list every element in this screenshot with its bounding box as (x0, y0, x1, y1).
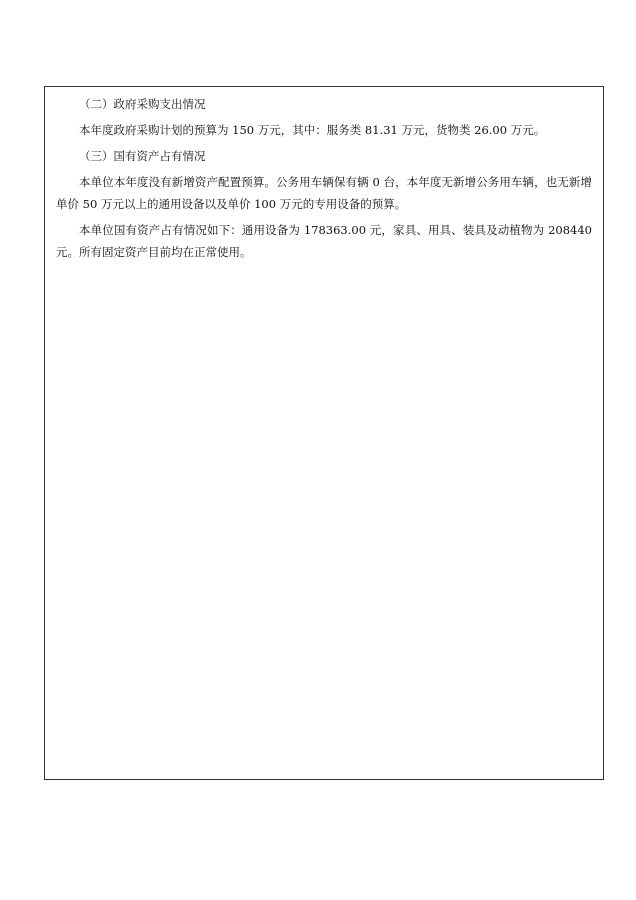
paragraph-procurement-budget: 本年度政府采购计划的预算为 150 万元，其中：服务类 81.31 万元，货物类 26.00 万元。 (79, 123, 546, 137)
paragraph-asset-allocation: 本单位本年度没有新增资产配置预算。公务用车辆保有辆 0 台，本年度无新增公务用车辆，也无新增单价 50 万元以上的通用设备以及单价 100 万元的专用设备的预算。 (56, 175, 592, 211)
paragraph-asset-holdings: 本单位国有资产占有情况如下：通用设备为 178363.00 元，家具、用具、装具及动植物为 208440 元。所有固定资产目前均在正常使用。 (56, 223, 592, 259)
document-body (56, 93, 592, 267)
section-heading-procurement: （二）政府采购支出情况 (79, 97, 206, 111)
section-heading-state-assets: （三）国有资产占有情况 (79, 149, 206, 163)
